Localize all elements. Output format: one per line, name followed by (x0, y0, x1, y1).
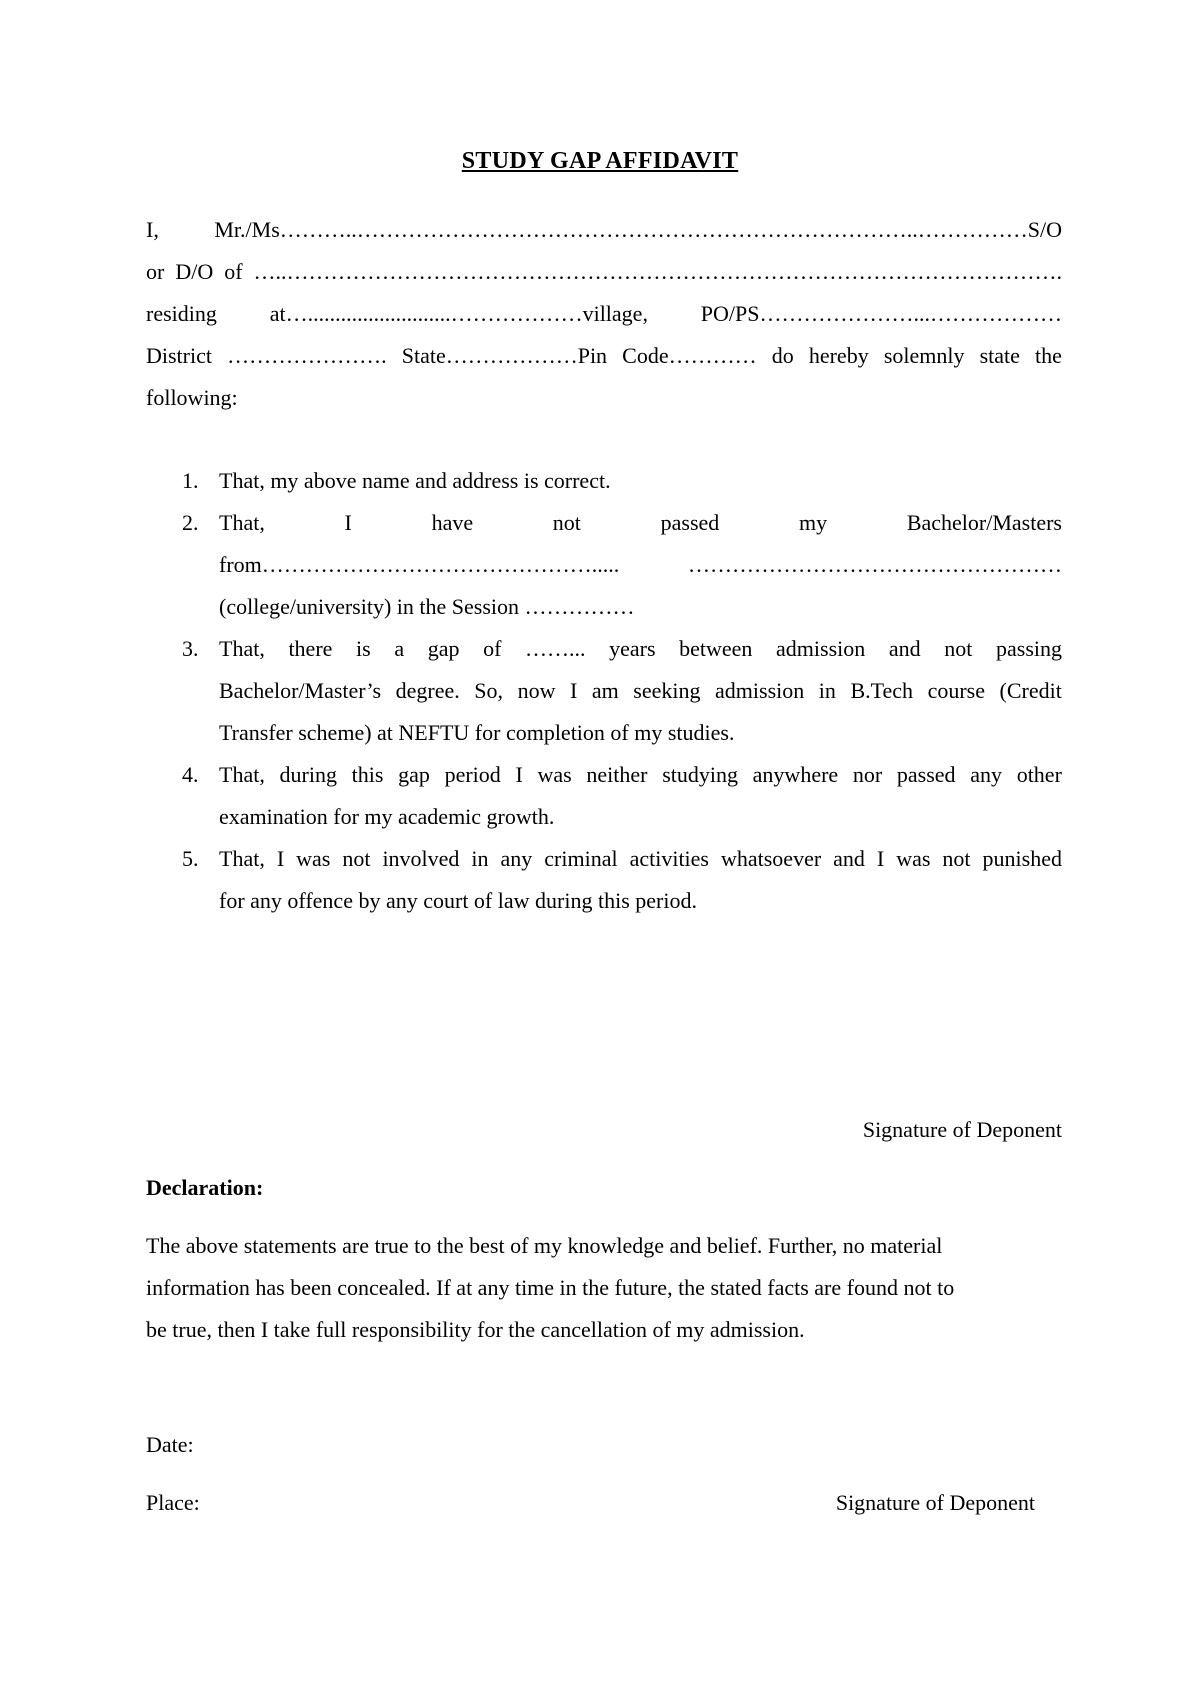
word: solemnly (883, 343, 965, 368)
list-item-line: That, my above name and address is correct. (219, 468, 611, 493)
word: admission (776, 636, 866, 661)
list-item-line (219, 760, 1062, 790)
word: District (146, 343, 212, 368)
word: admission (715, 678, 805, 703)
page-title: STUDY GAP AFFIDAVIT (461, 148, 739, 174)
word: this (351, 762, 384, 787)
word: now (517, 678, 556, 703)
word: have (431, 510, 474, 535)
place-label: Place: (146, 1490, 200, 1515)
word: residing (146, 301, 217, 326)
word: State………………Pin (401, 343, 608, 368)
word: ……... (525, 636, 586, 661)
word: B.Tech (850, 678, 914, 703)
word: gap (398, 762, 430, 787)
word: and (888, 636, 921, 661)
signature-deponent-bottom: Signature of Deponent (835, 1490, 1035, 1515)
word: hereby (808, 343, 869, 368)
word: seeking (633, 678, 701, 703)
word: Bachelor/Masters (906, 510, 1062, 535)
word: D/O (175, 259, 214, 284)
word: course (927, 678, 985, 703)
intro-line: following: (146, 385, 238, 410)
word: from………………………………………..... (219, 552, 620, 577)
word: passing (996, 636, 1062, 661)
word: am (591, 678, 619, 703)
word: of (224, 259, 243, 284)
word: passed (660, 510, 720, 535)
word: That, (219, 846, 265, 871)
word: the (1035, 343, 1062, 368)
word: was (896, 846, 931, 871)
word: state (979, 343, 1020, 368)
declaration-line: The above statements are true to the best of my knowledge and belief. Further, no material (146, 1233, 943, 1258)
word: in (818, 678, 836, 703)
declaration-line: information has been concealed. If at any time in the future, the stated facts are found not to (146, 1275, 955, 1300)
word: not (342, 846, 371, 871)
declaration-heading: Declaration: (146, 1175, 264, 1200)
list-item-line: (college/university) in the Session …………… (219, 594, 635, 619)
word: I (515, 762, 523, 787)
word: is (356, 636, 371, 661)
declaration-line: be true, then I take full responsibility for the cancellation of my admission. (146, 1317, 805, 1342)
word: That, (219, 636, 265, 661)
list-number: 1. (182, 468, 199, 493)
word: my (798, 510, 828, 535)
signature-deponent-top: Signature of Deponent (862, 1117, 1062, 1142)
word: Bachelor/Master’s (219, 678, 382, 703)
list-item-line (219, 844, 1062, 874)
word: activities (629, 846, 709, 871)
word: …………………. (227, 343, 387, 368)
list-item-line: Transfer scheme) at NEFTU for completion of my studies. (219, 720, 735, 745)
word: anywhere (752, 762, 839, 787)
word: not (944, 636, 973, 661)
word: at…..........................………………village, (269, 301, 648, 326)
intro-line (146, 299, 1062, 329)
word: not (942, 846, 971, 871)
list-number: 5. (182, 846, 199, 871)
word: there (288, 636, 333, 661)
word: do (771, 343, 794, 368)
list-item-line (219, 634, 1062, 664)
word: I (344, 510, 352, 535)
word: years (609, 636, 656, 661)
intro-line (146, 215, 1062, 245)
word: I (570, 678, 578, 703)
list-item-line (219, 550, 1062, 580)
word: Code………… (622, 343, 757, 368)
word: I (276, 846, 285, 871)
word: any (970, 762, 1002, 787)
word: in (471, 846, 489, 871)
word: neither (586, 762, 648, 787)
word: not (552, 510, 581, 535)
intro-line (146, 257, 1062, 287)
word: between (679, 636, 753, 661)
list-item-line: for any offence by any court of law during this period. (219, 888, 697, 913)
word: gap (427, 636, 460, 661)
date-label: Date: (146, 1432, 194, 1457)
list-number: 4. (182, 762, 199, 787)
word: criminal (544, 846, 618, 871)
intro-line (146, 341, 1062, 371)
list-item-line (219, 508, 1062, 538)
word: …………………………………………… (688, 552, 1062, 577)
word: other (1016, 762, 1062, 787)
word: degree. (395, 678, 460, 703)
list-item-line (219, 676, 1062, 706)
word: and (833, 846, 865, 871)
word: I (876, 846, 885, 871)
word: That, (219, 762, 265, 787)
word: …..……………………………………………………………………………………………. (253, 259, 1062, 284)
word: That, (219, 510, 265, 535)
word: a (394, 636, 405, 661)
word: whatsoever (720, 846, 822, 871)
word: period (444, 762, 501, 787)
word: So, (474, 678, 504, 703)
word: involved (382, 846, 460, 871)
list-item-line: examination for my academic growth. (219, 804, 555, 829)
word: Mr./Ms………..…………………………………………………………………..……………S/O (214, 217, 1062, 242)
word: (Credit (999, 678, 1062, 703)
word: was (537, 762, 572, 787)
word: studying (662, 762, 738, 787)
word: I, (146, 217, 159, 242)
word: or (146, 259, 165, 284)
list-number: 3. (182, 636, 199, 661)
list-number: 2. (182, 510, 199, 535)
word: of (483, 636, 502, 661)
word: PO/PS…………………...……………… (700, 301, 1062, 326)
word: during (279, 762, 337, 787)
word: nor (852, 762, 883, 787)
word: passed (896, 762, 956, 787)
word: was (296, 846, 331, 871)
word: punished (982, 846, 1062, 871)
word: any (500, 846, 533, 871)
